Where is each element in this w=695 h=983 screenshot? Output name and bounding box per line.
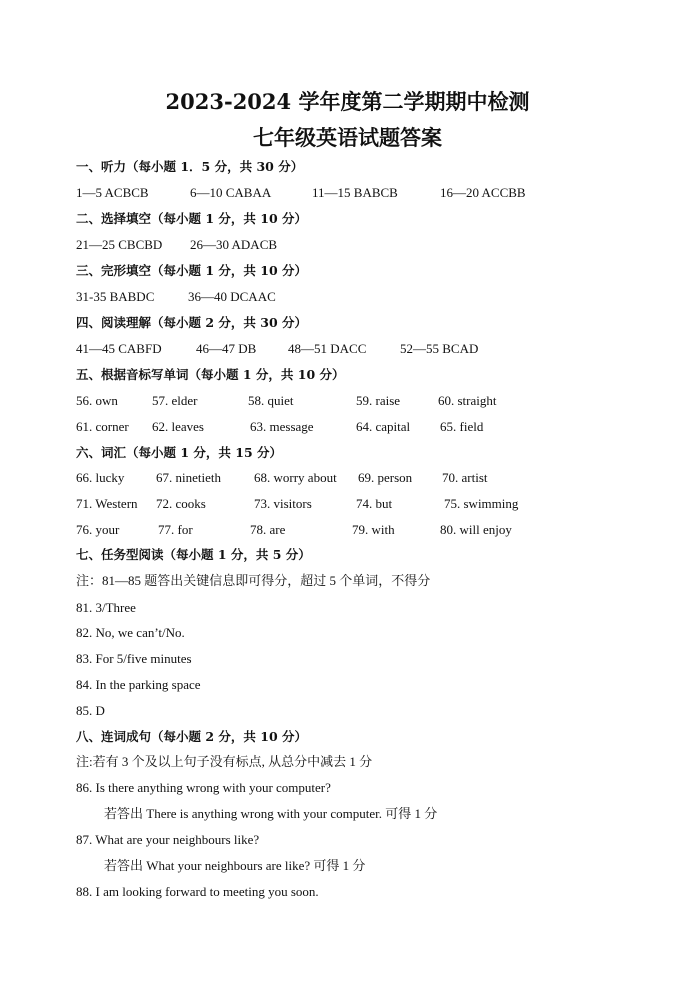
document-title: 2023-2024 学年度第二学期期中检测 <box>165 89 530 114</box>
partial-credit-note: 若答出 What your neighbours are like? 可得 1 分 <box>104 858 366 873</box>
answer-item: 48—51 DACC <box>288 341 367 356</box>
answer-item: 16—20 ACCBB <box>440 185 526 200</box>
task-reading-note: 注：81—85 题答出关键信息即可得分，超过 5 个单词，不得分 <box>76 573 431 588</box>
answer-item: 60. straight <box>438 393 497 408</box>
answer-item: 67. ninetieth <box>156 470 221 485</box>
section-cloze-heading: 三、完形填空（每小题 1 分，共 10 分） <box>76 263 308 278</box>
multiple-choice-answers-row <box>0 236 695 254</box>
answer-item: 79. with <box>352 522 395 537</box>
answer-item: 84. In the parking space <box>76 677 201 692</box>
phonetic-words-row-1 <box>0 392 695 410</box>
answer-item: 83. For 5/five minutes <box>76 651 192 666</box>
answer-item: 71. Western <box>76 496 138 511</box>
answer-item: 69. person <box>358 470 413 485</box>
section-multiple-choice-heading: 二、选择填空（每小题 1 分，共 10 分） <box>76 211 308 226</box>
answer-item: 62. leaves <box>152 419 204 434</box>
answer-item: 76. your <box>76 522 120 537</box>
section-sentence-building-heading: 八、连词成句（每小题 2 分，共 10 分） <box>76 729 308 744</box>
section-vocabulary-heading: 六、词汇（每小题 1 分，共 15 分） <box>76 445 283 460</box>
answer-item: 78. are <box>250 522 286 537</box>
section-reading-heading: 四、阅读理解（每小题 2 分，共 30 分） <box>76 315 308 330</box>
answer-item: 80. will enjoy <box>440 522 512 537</box>
section-listening-heading: 一、听力（每小题 1．5 分，共 30 分） <box>76 159 304 174</box>
answer-item: 21—25 CBCBD <box>76 237 163 252</box>
cloze-answers-row <box>0 288 695 306</box>
answer-item: 26—30 ADACB <box>190 237 278 252</box>
answer-item: 86. Is there anything wrong with your computer? <box>76 780 331 795</box>
answer-item: 81. 3/Three <box>76 600 136 615</box>
answer-item: 70. artist <box>442 470 488 485</box>
sentence-building-note: 注:若有 3 个及以上句子没有标点, 从总分中减去 1 分 <box>76 754 373 769</box>
partial-credit-note: 若答出 There is anything wrong with your computer. 可得 1 分 <box>104 806 438 821</box>
answer-item: 66. lucky <box>76 470 125 485</box>
vocabulary-row-2 <box>0 495 695 513</box>
section-phonetic-words-heading: 五、根据音标写单词（每小题 1 分，共 10 分） <box>76 367 345 382</box>
answer-item: 74. but <box>356 496 393 511</box>
answer-item: 11—15 BABCB <box>312 185 398 200</box>
answer-item: 58. quiet <box>248 393 294 408</box>
answer-item: 64. capital <box>356 419 411 434</box>
document-subtitle: 七年级英语试题答案 <box>253 125 442 150</box>
reading-answers-row <box>0 340 695 358</box>
vocabulary-row-1 <box>0 469 695 487</box>
answer-item: 88. I am looking forward to meeting you soon. <box>76 884 319 899</box>
listening-answers-row <box>0 184 695 202</box>
answer-item: 75. swimming <box>444 496 519 511</box>
answer-item: 87. What are your neighbours like? <box>76 832 260 847</box>
answer-item: 85. D <box>76 703 105 718</box>
answer-item: 57. elder <box>152 393 198 408</box>
answer-item: 52—55 BCAD <box>400 341 479 356</box>
answer-item: 77. for <box>158 522 193 537</box>
answer-item: 59. raise <box>356 393 401 408</box>
vocabulary-row-3 <box>0 521 695 539</box>
answer-item: 68. worry about <box>254 470 337 485</box>
answer-item: 61. corner <box>76 419 129 434</box>
answer-item: 65. field <box>440 419 484 434</box>
answer-item: 56. own <box>76 393 118 408</box>
answer-item: 72. cooks <box>156 496 206 511</box>
answer-item: 31-35 BABDC <box>76 289 155 304</box>
answer-item: 41—45 CABFD <box>76 341 162 356</box>
answer-item: 1—5 ACBCB <box>76 185 149 200</box>
answer-item: 63. message <box>250 419 314 434</box>
answer-item: 6—10 CABAA <box>190 185 272 200</box>
answer-item: 82. No, we can’t/No. <box>76 625 185 640</box>
answer-item: 73. visitors <box>254 496 312 511</box>
section-task-reading-heading: 七、任务型阅读（每小题 1 分，共 5 分） <box>76 547 311 562</box>
answer-item: 46—47 DB <box>196 341 257 356</box>
phonetic-words-row-2 <box>0 418 695 436</box>
answer-item: 36—40 DCAAC <box>188 289 276 304</box>
